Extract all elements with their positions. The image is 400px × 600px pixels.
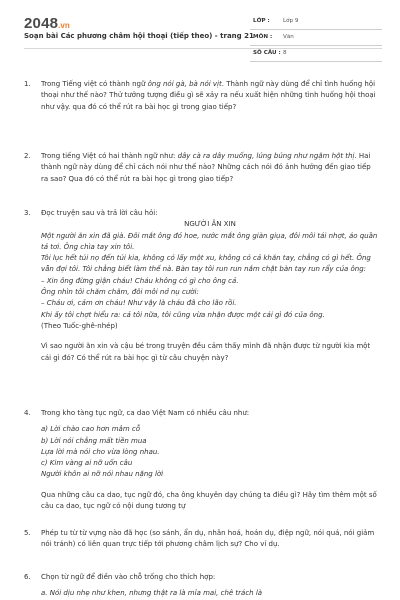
meta-key: SỐ CÂU :: [253, 50, 281, 56]
question-5: [24, 528, 379, 551]
question-number: 2.: [24, 152, 31, 160]
question-text: Phép tu từ từ vựng nào đã học (so sánh, ẩn dụ, nhân hoá, hoán dụ, điệp ngữ, nói quá, nói giảm nói tránh) có liên quan trực tiếp tới phương châm lịch sự? Cho ví dụ.: [41, 529, 375, 549]
story-source: (Theo Tuốc-ghê-nhép): [41, 321, 118, 330]
meta-value: Lớp 9: [283, 18, 299, 24]
meta-key: MÔN :: [253, 34, 273, 40]
story-title: NGƯỜI ĂN XIN: [184, 220, 236, 229]
question-text: Vì sao người ăn xin và cậu bé trong truyện đều cảm thấy mình đã nhận được từ người kia một cái gì đó? Có thể rút ra bài học gì từ câu chuyện này?: [41, 342, 371, 362]
meta-table: [250, 14, 382, 62]
question-6: [24, 572, 379, 600]
idiom: ông nói gà, bà nói vịt: [147, 80, 222, 88]
site-logo[interactable]: [24, 15, 70, 33]
meta-value: 8: [283, 50, 287, 56]
logo-suffix: .vn: [58, 21, 70, 30]
story-text: Một người ăn xin đã già. Đôi mắt ông đỏ hoe, nước mắt ông giàn giụa, đôi môi tái nhợt, áo quần tả tơi. Ông chìa tay xin tôi. Tôi lục hết túi nọ đến túi kia, không có lấy một xu, không có cả khăn tay, chẳng có gì hết. Ông vẫn đợi tôi. Tôi chẳng biết làm thế nà. Bàn tay tôi run run nắm chặt bàn tay run rẩy của ông: – Xin ông đừng giận cháu! Cháu không có gì cho ông cả. Ông nhìn tôi chăm chăm, đôi môi nở nụ cười: – Cháu ơi, cảm ơn cháu! Như vậy là cháu đã cho lão rồi. Khi ấy tôi chợt hiểu ra: cả tôi nữa, tôi cũng vừa nhận được một cái gì đó của ông.: [41, 231, 378, 319]
idiom: dây cà ra dây muống, lúng búng như ngậm hột thị: [177, 152, 355, 160]
question-text: Qua những câu ca dao, tục ngữ đó, cha ông khuyên dạy chúng ta điều gì? Hãy tìm thêm một số câu ca dao, tục ngữ có nội dung tương tự: [41, 490, 377, 511]
question-item: a. Nói dịu nhẹ như khen, nhưng thật ra là mỉa mai, chê trách là: [41, 589, 263, 598]
document-title: Soạn bài Các phương châm hội thoại (tiếp theo) - trang 21: [24, 32, 254, 40]
logo-number: 2048: [24, 15, 59, 32]
question-number: 6.: [24, 573, 31, 581]
verse-list: a) Lời chào cao hơn mâm cỗ b) Lời nói chẳng mất tiền mua Lựa lời mà nói cho vừa lòng nhau. c) Kim vàng ai nỡ uốn câu Người khôn ai nỡ nói nhau nặng lời: [41, 425, 164, 479]
meta-value: Văn: [283, 34, 294, 40]
question-intro: Đọc truyện sau và trả lời câu hỏi:: [41, 209, 158, 217]
meta-row-grade: [250, 14, 382, 30]
question-2: [24, 151, 379, 185]
question-3: [24, 208, 379, 364]
question-number: 4.: [24, 409, 31, 417]
question-1: [24, 79, 379, 113]
question-text: Trong tiếng Việt có hai thành ngữ như: dây cà ra dây muống, lúng búng như ngậm hột thị. Hai thành ngữ này dùng để chỉ cách nói như thế nào? Những cách nói đó ảnh hưởng đến giao tiếp ra sao? Qua đó có thể rút ra bài học gì trong giao tiếp?: [41, 152, 371, 183]
header-divider: [24, 48, 382, 49]
question-intro: Chọn từ ngữ để điền vào chỗ trống cho thích hợp:: [41, 573, 216, 581]
question-4: [24, 408, 379, 512]
question-intro: Trong kho tàng tục ngữ, ca dao Việt Nam có nhiều câu như:: [41, 409, 250, 417]
meta-row-subject: [250, 30, 382, 46]
question-number: 5.: [24, 529, 31, 537]
question-text: Trong Tiếng việt có thành ngữ ông nói gà, bà nói vịt. Thành ngữ này dùng để chỉ tình huống hội thoại như thế nào? Thử tưởng tượng điều gì sẽ xảy ra nếu xuất hiện những tình huống hội thoại như vậy. qua đó có thể rút ra bài học gì trong giao tiếp?: [41, 80, 376, 111]
question-number: 1.: [24, 80, 31, 88]
meta-key: LỚP :: [253, 18, 270, 24]
question-number: 3.: [24, 209, 31, 217]
